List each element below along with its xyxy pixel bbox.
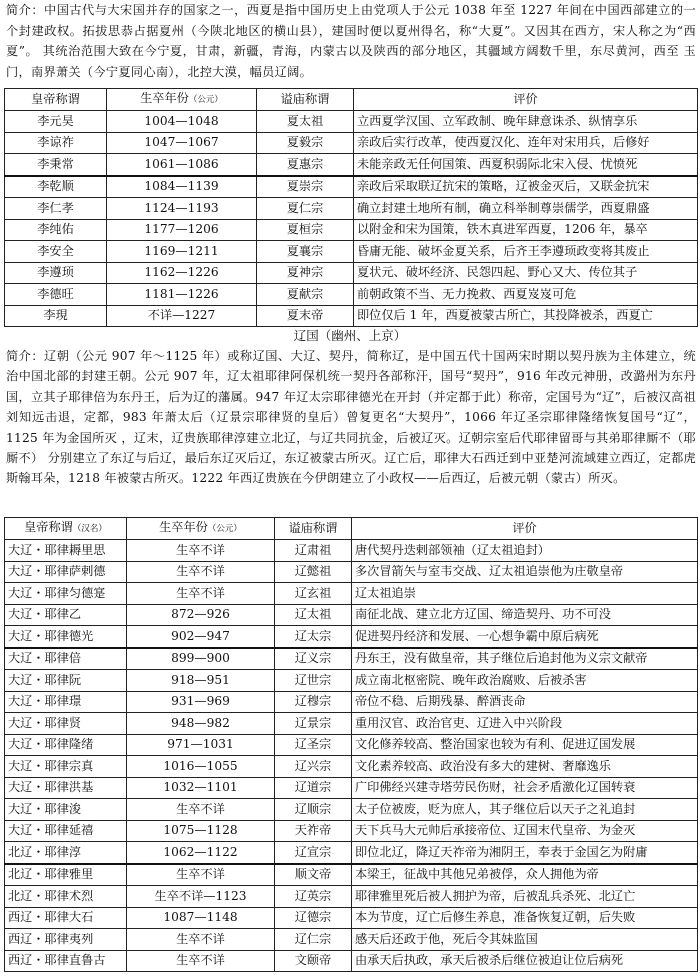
table-row (5, 950, 698, 972)
header-eval: 评价 (354, 89, 698, 111)
evaluation: 丹东王，没有做皇帝，其子继位后追封他为义宗文献帝 (352, 648, 698, 670)
temple-name: 辽仁宗 (275, 929, 352, 951)
life-years: 生卒不详 (127, 561, 275, 583)
table-row (5, 219, 698, 241)
temple-name: 辽太宗 (275, 626, 352, 648)
table-row (5, 820, 698, 842)
evaluation: 重用汉官、政治官吏、辽进入中兴阶段 (352, 713, 698, 735)
header-years: 生卒年份（公元） (107, 89, 257, 111)
temple-name: 辽世宗 (275, 670, 352, 692)
life-years: 生卒不详 (127, 950, 275, 972)
life-years: 1177—1206 (107, 219, 257, 241)
emperor-name: 大辽・耶律匀德寔 (5, 583, 127, 605)
emperor-name: 大辽・耶律阮 (5, 670, 127, 692)
emperor-name: 大辽・耶律德光 (5, 626, 127, 648)
temple-name: 辽道宗 (275, 777, 352, 799)
table-row (5, 111, 698, 133)
life-years: 1075—1128 (127, 820, 275, 842)
life-years: 918—951 (127, 670, 275, 692)
evaluation: 以附金和宋为国策，铁木真进军西夏，1206 年，暴卒 (354, 219, 698, 241)
life-years: 948—982 (127, 713, 275, 735)
temple-name: 辽顺宗 (275, 799, 352, 821)
evaluation: 广印佛经兴建寺塔劳民伤财，社会矛盾激化辽国转衰 (352, 777, 698, 799)
table-row (5, 799, 698, 821)
emperor-name: 李纯佑 (5, 219, 107, 241)
table-row (5, 670, 698, 692)
table-row (5, 604, 698, 626)
emperor-name: 李遵顼 (5, 262, 107, 284)
temple-name: 辽圣宗 (275, 734, 352, 756)
life-years: 899—900 (127, 648, 275, 670)
temple-name: 辽穆宗 (275, 691, 352, 713)
evaluation: 即位北辽，降辽天祚帝为湘阴王，奉表于金国乞为附庸 (352, 842, 698, 864)
life-years: 1047—1067 (107, 132, 257, 154)
emperor-name: 大辽・耶律乙 (5, 604, 127, 626)
emperor-name: 大辽・耶律璟 (5, 691, 127, 713)
evaluation: 成立南北枢密院、晚年政治腐败、后被杀害 (352, 670, 698, 692)
evaluation: 前朝政策不当、无力挽救、西夏岌岌可危 (354, 284, 698, 306)
table-header-row (5, 518, 698, 540)
liao-emperor-table (4, 517, 698, 972)
life-years: 1124—1193 (107, 198, 257, 220)
evaluation: 亲政后实行改革，使西夏汉化、连年对宋用兵，后修好 (354, 132, 698, 154)
temple-name: 夏毅宗 (257, 132, 354, 154)
table-header-row (5, 89, 698, 111)
temple-name: 辽懿祖 (275, 561, 352, 583)
table-row (5, 176, 698, 198)
table-row (5, 154, 698, 176)
table-row (5, 929, 698, 951)
table-row (5, 241, 698, 263)
emperor-name: 北辽・耶律雅里 (5, 864, 127, 886)
evaluation: 未能亲政无任何国策、西夏积弱际北宋入侵、忧愤死 (354, 154, 698, 176)
emperor-name: 大辽・耶律贤 (5, 713, 127, 735)
evaluation: 感天后还政于他，死后令其妹监国 (352, 929, 698, 951)
life-years: 1087—1148 (127, 907, 275, 929)
evaluation: 即位仅后 1 年，西夏被蒙古所亡，其投降被杀，西夏亡 (354, 305, 698, 327)
evaluation: 由承天后执政，承天后被杀后继位被迫让位后病死 (352, 950, 698, 972)
evaluation: 本梁王，征战中其他兄弟被俘，众人拥他为帝 (352, 864, 698, 886)
life-years: 1181—1226 (107, 284, 257, 306)
header-eval: 评价 (352, 518, 698, 540)
life-years: 1004—1048 (107, 111, 257, 133)
life-years: 931—969 (127, 691, 275, 713)
evaluation: 南征北战、建立北方辽国、缔造契丹、功不可没 (352, 604, 698, 626)
header-temple: 谥庙称谓 (257, 89, 354, 111)
emperor-name: 李元昊 (5, 111, 107, 133)
emperor-name: 李秉常 (5, 154, 107, 176)
table-row (5, 305, 698, 327)
emperor-name: 大辽・耶律延禧 (5, 820, 127, 842)
evaluation: 确立封建土地所有制，确立科举制尊崇儒学，西夏鼎盛 (354, 198, 698, 220)
temple-name: 夏仁宗 (257, 198, 354, 220)
evaluation: 多次冒箭矢与室韦交战、辽太祖追崇他为庄敬皇帝 (352, 561, 698, 583)
evaluation: 立西夏学汉国、立军政制、晚年肆意诛杀、纵情享乐 (354, 111, 698, 133)
table-row (5, 626, 698, 648)
temple-name: 夏献宗 (257, 284, 354, 306)
evaluation: 昏庸无能、破坏金夏关系，后齐王李遵顼政变将其废止 (354, 241, 698, 263)
emperor-name: 大辽・耶律耨里思 (5, 540, 127, 562)
header-name: 皇帝称谓（汉名） (5, 518, 127, 540)
table-row (5, 886, 698, 908)
temple-name: 夏太祖 (257, 111, 354, 133)
life-years: 1016—1055 (127, 756, 275, 778)
liao-section-title: 辽国（幽州、上京） (293, 328, 407, 343)
life-years: 生卒不详 (127, 540, 275, 562)
xixia-intro: 简介：中国古代与大宋国并存的国家之一，西夏是指中国历史上由党项人于公元 1038 年至 1227 年间在中国西部建立的一个封建政权。拓拔思恭占据夏州（今陕北地区的横山县），建国时便以夏州得名，称“大夏”。又因其在西方，宋人称之为“西夏”。 其统治范围大致在今宁夏，甘肃，新疆，青海，内蒙古以及陕西的部分地区，其疆域方阔数千里，东尽黄河，西至 玉门，南界萧关（今宁夏同心南），北控大漠，幅员辽阔。 (6, 3, 696, 79)
life-years: 不详—1227 (107, 305, 257, 327)
evaluation: 唐代契丹迭剌部领袖（辽太祖追封） (352, 540, 698, 562)
temple-name: 辽义宗 (275, 648, 352, 670)
temple-name: 辽太祖 (275, 604, 352, 626)
temple-name: 夏襄宗 (257, 241, 354, 263)
life-years: 生卒不详 (127, 929, 275, 951)
table-row (5, 132, 698, 154)
emperor-name: 李德旺 (5, 284, 107, 306)
emperor-name: 西辽・耶律夷列 (5, 929, 127, 951)
table-row (5, 262, 698, 284)
temple-name: 文颐帝 (275, 950, 352, 972)
life-years: 生卒不详—1123 (127, 886, 275, 908)
table-row (5, 907, 698, 929)
evaluation: 本为节度，辽亡后修生养息，准备恢复辽朝，后失败 (352, 907, 698, 929)
evaluation: 促进契丹经济和发展、一心想争霸中原后病死 (352, 626, 698, 648)
table-row (5, 583, 698, 605)
evaluation: 帝位不稳、后期残暴、醉酒丧命 (352, 691, 698, 713)
emperor-name: 北辽・耶律淳 (5, 842, 127, 864)
emperor-name: 大辽・耶律倍 (5, 648, 127, 670)
evaluation: 太子位被废，贬为庶人，其子继位后以天子之礼追封 (352, 799, 698, 821)
emperor-name: 李乾顺 (5, 176, 107, 198)
emperor-name: 大辽・耶律洪基 (5, 777, 127, 799)
evaluation: 亲政后采取联辽抗宋的策略，辽被金灭后，又联金抗宋 (354, 176, 698, 198)
life-years: 1169—1211 (107, 241, 257, 263)
table-row (5, 777, 698, 799)
temple-name: 辽英宗 (275, 886, 352, 908)
temple-name: 夏末帝 (257, 305, 354, 327)
emperor-name: 大辽・耶律浚 (5, 799, 127, 821)
table-row (5, 284, 698, 306)
table-row (5, 691, 698, 713)
temple-name: 辽肃祖 (275, 540, 352, 562)
emperor-name: 大辽・耶律萨剌德 (5, 561, 127, 583)
emperor-name: 大辽・耶律隆绪 (5, 734, 127, 756)
temple-name: 辽玄祖 (275, 583, 352, 605)
table-row (5, 842, 698, 864)
evaluation: 辽太祖追崇 (352, 583, 698, 605)
temple-name: 夏桓宗 (257, 219, 354, 241)
temple-name: 辽德宗 (275, 907, 352, 929)
emperor-name: 李仁孝 (5, 198, 107, 220)
temple-name: 辽兴宗 (275, 756, 352, 778)
table-row (5, 713, 698, 735)
table-row (5, 734, 698, 756)
table-row (5, 864, 698, 886)
xixia-emperor-table (4, 88, 698, 327)
life-years: 生卒不详 (127, 799, 275, 821)
temple-name: 天祚帝 (275, 820, 352, 842)
emperor-name: 西辽・耶律大石 (5, 907, 127, 929)
table-row (5, 540, 698, 562)
temple-name: 辽景宗 (275, 713, 352, 735)
temple-name: 辽宣宗 (275, 842, 352, 864)
evaluation: 文化修养较高、整治国家也较为有利、促进辽国发展 (352, 734, 698, 756)
header-temple: 谥庙称谓 (275, 518, 352, 540)
evaluation: 耶律雅里死后被人拥护为帝，后被乱兵杀死、北辽亡 (352, 886, 698, 908)
life-years: 1084—1139 (107, 176, 257, 198)
evaluation: 天下兵马大元帅后承接帝位、辽国末代皇帝、为金灭 (352, 820, 698, 842)
life-years: 1162—1226 (107, 262, 257, 284)
evaluation: 夏状元、破坏经济、民怨四起、野心又大、传位其子 (354, 262, 698, 284)
life-years: 生卒不详 (127, 583, 275, 605)
emperor-name: 李現 (5, 305, 107, 327)
header-years: 生卒年份（公元） (127, 518, 275, 540)
life-years: 971—1031 (127, 734, 275, 756)
life-years: 872—926 (127, 604, 275, 626)
liao-intro: 简介：辽朝（公元 907 年～1125 年）或称辽国、大辽、契丹，简称辽，是中国五代十国两宋时期以契丹族为主体建立，统治中国北部的封建王朝。公元 907 年，辽太祖耶律阿保机统一契丹各部称汗，国号“契丹”，916 年改元神册，改潞州为东丹国，立其子耶律倍为东丹王，后为辽的藩属。947 年辽太宗耶律德光在开封（并定都于此）称帝，定国号为“辽”，后被汉高祖刘知远击退，定都，983 年萧太后（辽景宗耶律贤的皇后）曾复更名“大契丹”，1066 年辽圣宗耶律隆绪恢复国号“辽”，1125 年为金国所灭 ，辽末，辽贵族耶律淳建立北辽，与辽共同抗金，后被辽灭。辽朝宗室后代耶律留哥与其弟耶律厮不（耶厮不） 分别建立了东辽与后辽，最后东辽灭后辽，东辽被蒙古所灭。辽亡后，耶律大石西迁到中亚楚河流域建立西辽，定都虎斯翰耳朵，1218 年被蒙古所灭。1222 年西辽贵族在今伊朗建立了小政权——后西辽，后被元朝（蒙古）所灭。 (6, 349, 696, 486)
temple-name: 夏崇宗 (257, 176, 354, 198)
temple-name: 夏神宗 (257, 262, 354, 284)
temple-name: 顺文帝 (275, 864, 352, 886)
temple-name: 夏惠宗 (257, 154, 354, 176)
life-years: 1061—1086 (107, 154, 257, 176)
table-row (5, 198, 698, 220)
emperor-name: 李安全 (5, 241, 107, 263)
life-years: 1032—1101 (127, 777, 275, 799)
emperor-name: 北辽・耶律术烈 (5, 886, 127, 908)
emperor-name: 大辽・耶律宗真 (5, 756, 127, 778)
life-years: 902—947 (127, 626, 275, 648)
table-row (5, 756, 698, 778)
life-years: 1062—1122 (127, 842, 275, 864)
header-name: 皇帝称谓 (5, 89, 107, 111)
evaluation: 文化素养较高、政治没有多大的建树、奢靡逸乐 (352, 756, 698, 778)
life-years: 生卒不详 (127, 864, 275, 886)
table-row (5, 561, 698, 583)
emperor-name: 李谅祚 (5, 132, 107, 154)
emperor-name: 西辽・耶律直鲁古 (5, 950, 127, 972)
table-row (5, 648, 698, 670)
